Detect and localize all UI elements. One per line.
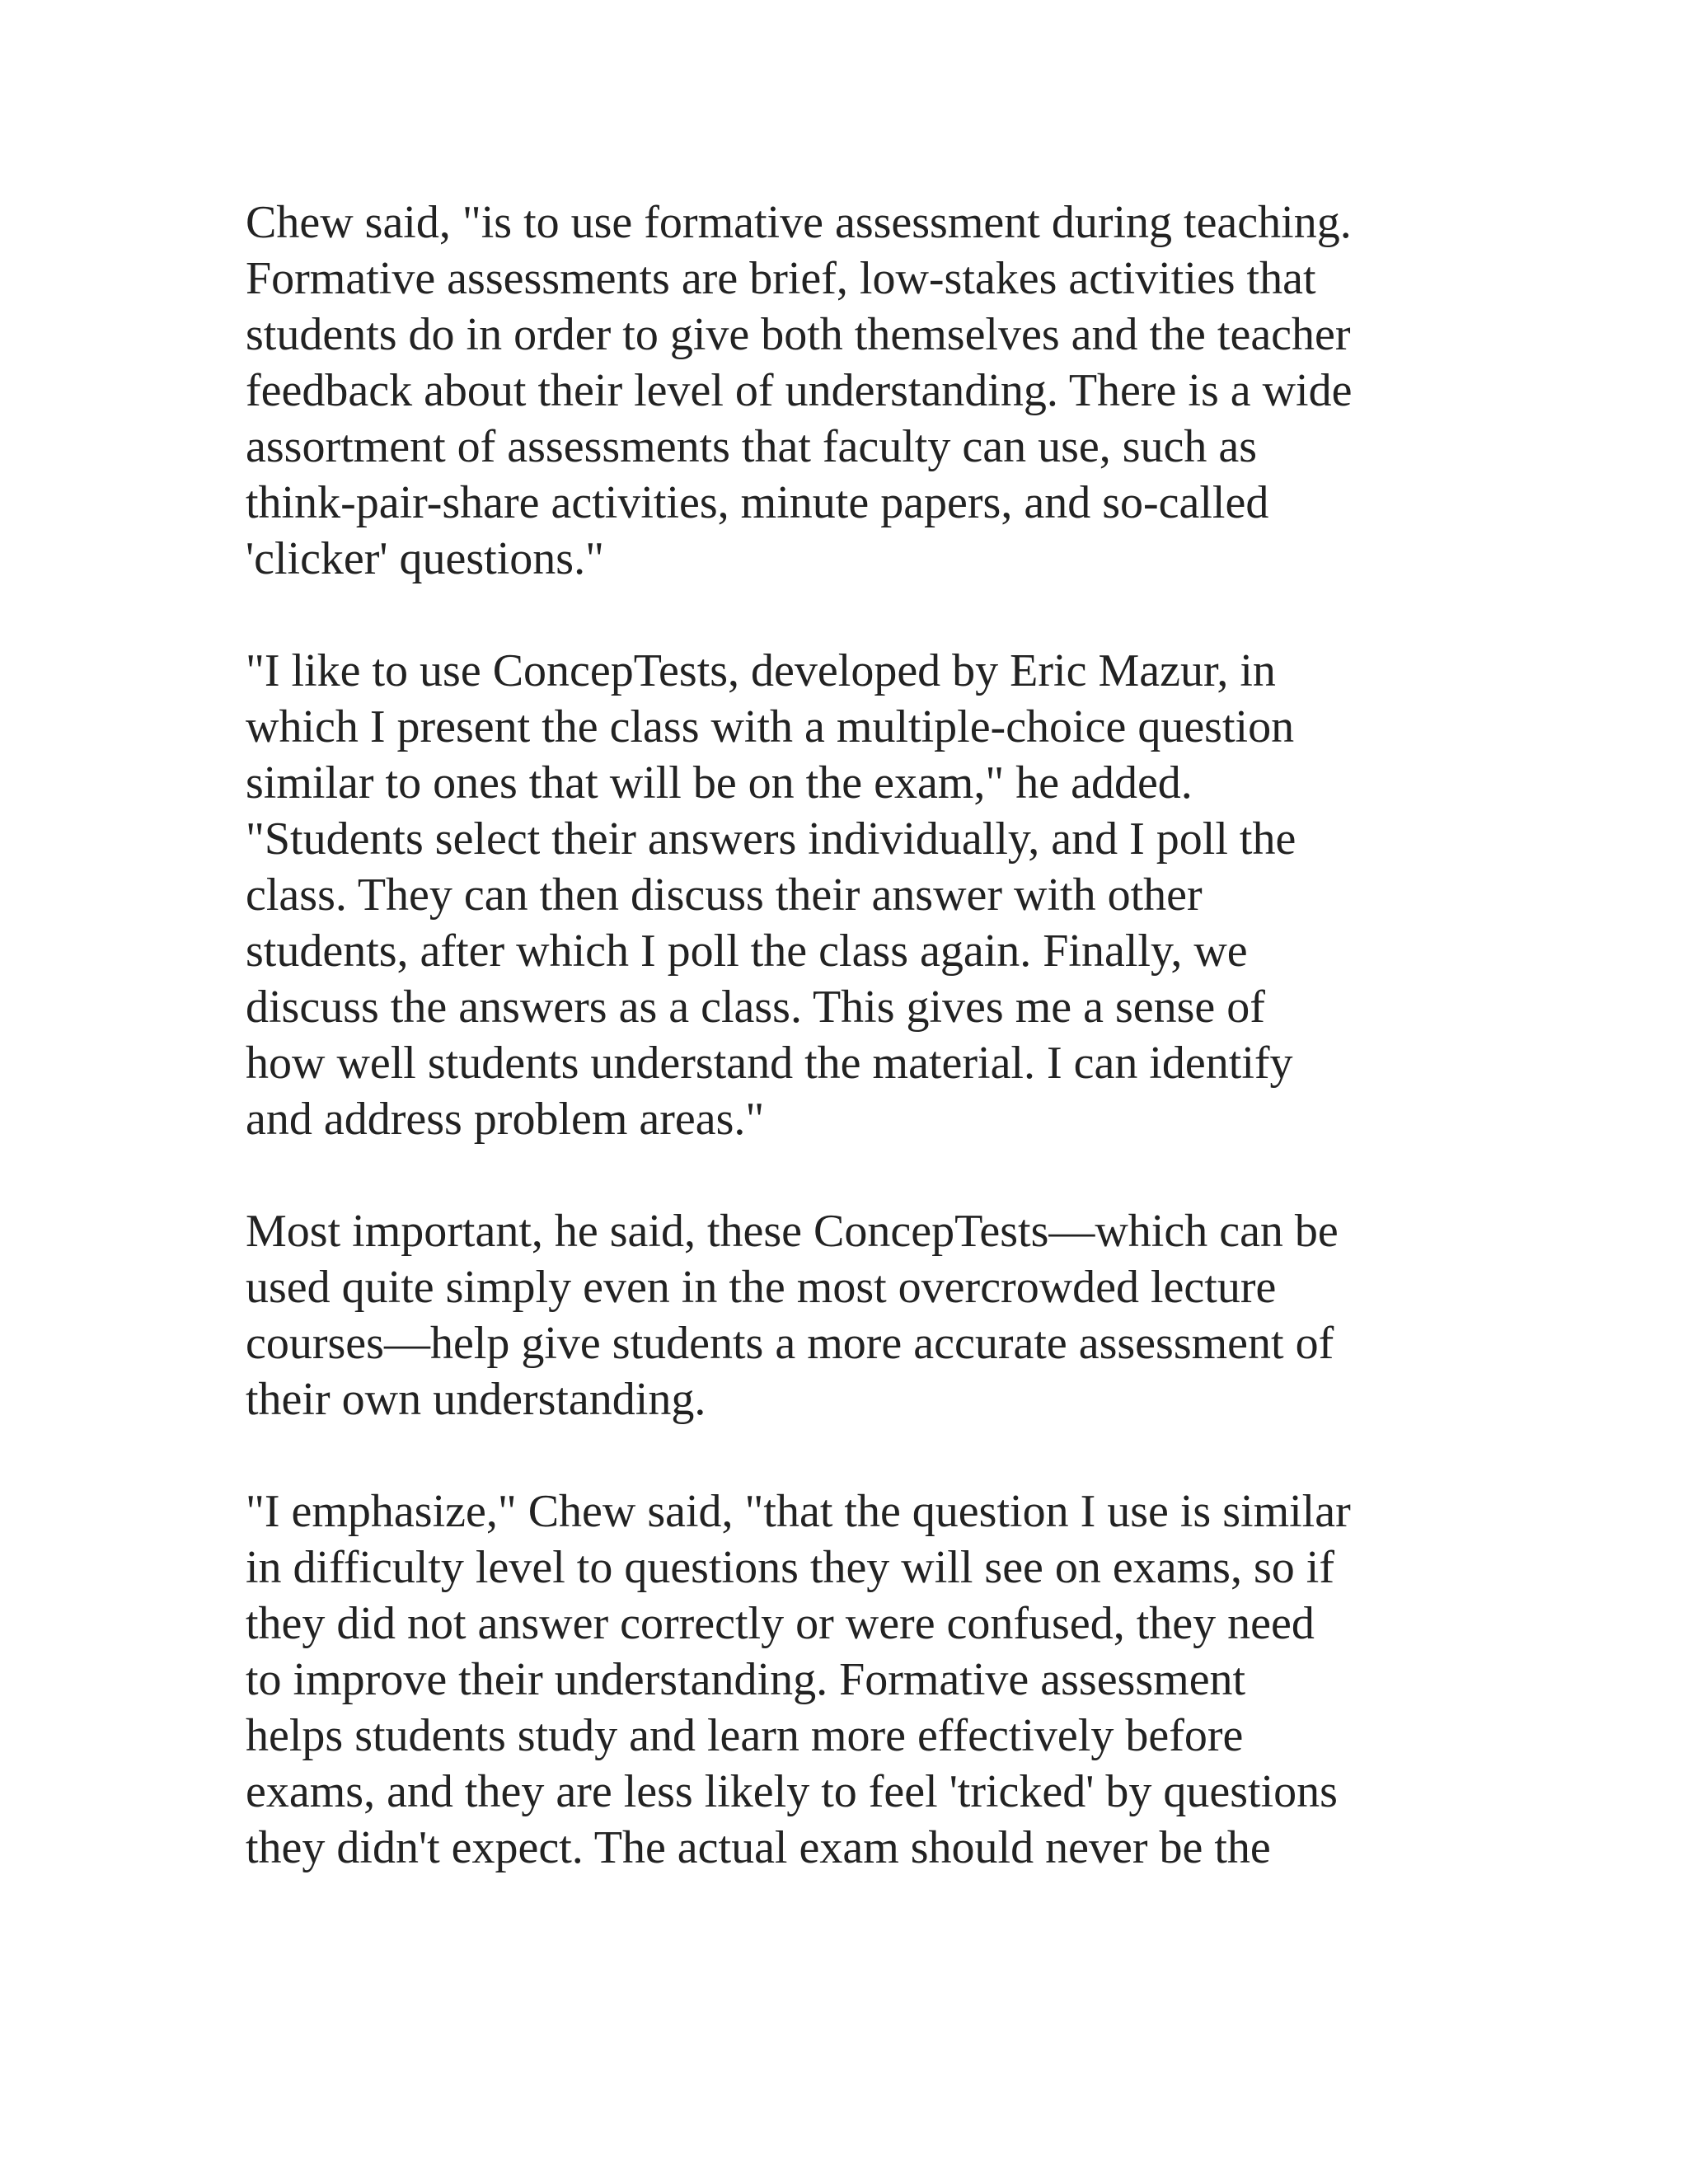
text-line: courses—help give students a more accurate assessment of [246,1318,1334,1369]
text-line: "I like to use ConcepTests, developed by Eric Mazur, in [246,645,1276,696]
text-line: Chew said, "is to use formative assessment during teaching. [246,197,1352,248]
text-line: and address problem areas." [246,1094,765,1145]
text-line: students, after which I poll the class again. Finally, we [246,926,1248,977]
text-line: students do in order to give both themselves and the teacher [246,309,1351,360]
body-text [246,194,1449,1932]
text-line: discuss the answers as a class. This gives me a sense of [246,982,1265,1033]
text-line: in difficulty level to questions they will see on exams, so if [246,1542,1334,1593]
text-line: helps students study and learn more effectively before [246,1710,1244,1761]
text-line: their own understanding. [246,1374,706,1425]
paragraph-1 [246,194,1449,587]
text-line: Most important, he said, these ConcepTests—which can be [246,1206,1339,1257]
text-line: they didn't expect. The actual exam should never be the [246,1822,1271,1873]
text-line: to improve their understanding. Formative assessment [246,1654,1246,1705]
paragraph-2 [246,643,1449,1147]
text-line: they did not answer correctly or were confused, they need [246,1598,1315,1649]
text-line: assortment of assessments that faculty can use, such as [246,421,1258,472]
text-line: Formative assessments are brief, low-stakes activities that [246,253,1316,304]
text-line: "Students select their answers individually, and I poll the [246,813,1296,865]
text-line: how well students understand the material. I can identify [246,1038,1293,1089]
paragraph-4 [246,1483,1449,1876]
text-line: which I present the class with a multiple-choice question [246,701,1295,752]
text-line: similar to ones that will be on the exam," he added. [246,757,1193,808]
text-line: class. They can then discuss their answer with other [246,869,1203,921]
text-line: "I emphasize," Chew said, "that the question I use is similar [246,1486,1351,1537]
text-line: used quite simply even in the most overcrowded lecture [246,1262,1277,1313]
text-line: think-pair-share activities, minute papers, and so-called [246,477,1269,528]
text-line: exams, and they are less likely to feel 'tricked' by questions [246,1766,1338,1817]
text-line: feedback about their level of understanding. There is a wide [246,365,1353,416]
text-line: 'clicker' questions." [246,533,604,584]
paragraph-3 [246,1203,1449,1427]
